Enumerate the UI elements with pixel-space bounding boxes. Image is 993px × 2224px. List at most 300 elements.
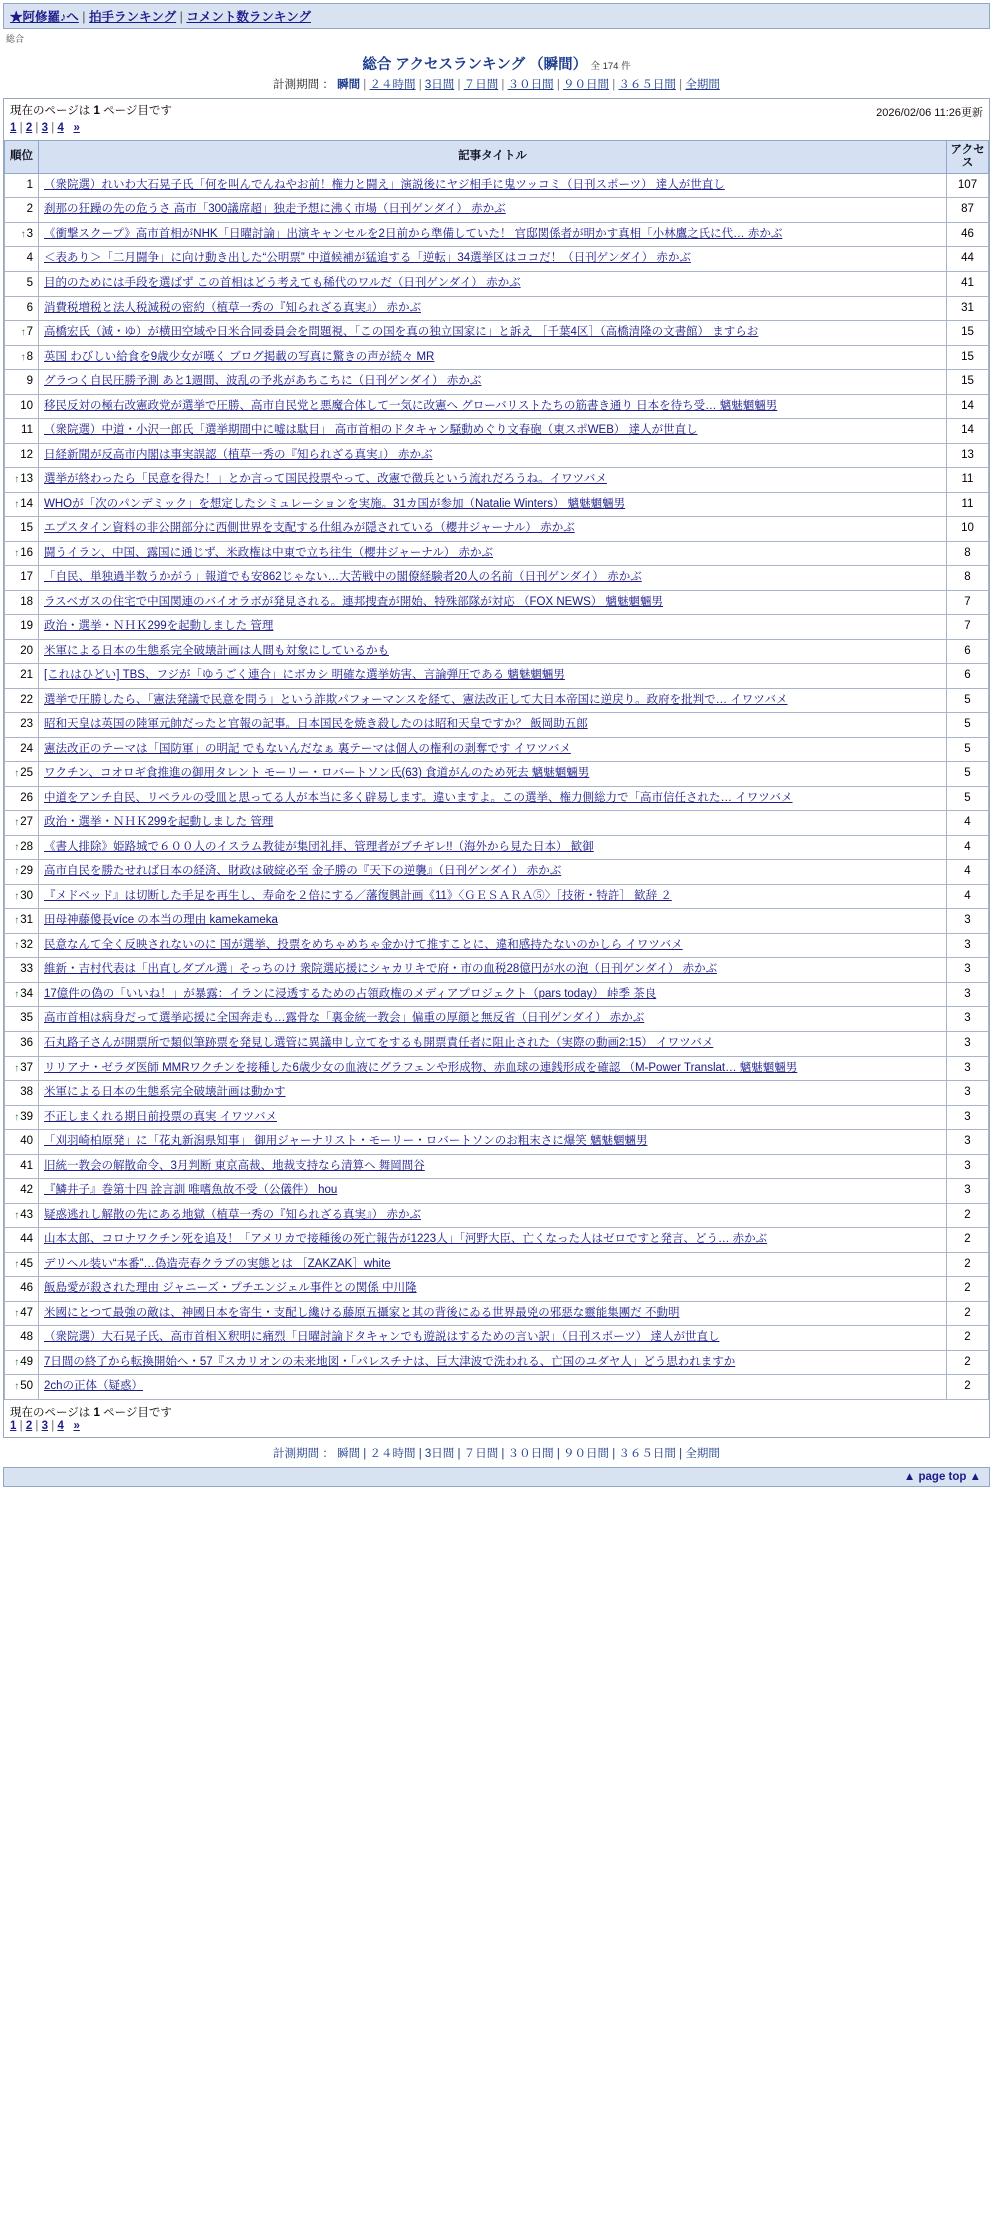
article-title-link[interactable]: 日経新聞が反高市内閣は事実誤認（植草一秀の『知られざる真実』） 赤かぶ (44, 448, 433, 461)
access-count-cell: 3 (947, 909, 989, 934)
article-title-link[interactable]: 中道をアンチ自民、リベラルの受皿と思ってる人が本当に多く辟易します。違いますよ。この選挙、権力側総力で「高市信任された… イワツバメ (44, 791, 793, 804)
rank-up-arrow-icon: ↑ (14, 890, 20, 902)
table-row (5, 492, 989, 517)
article-title-link[interactable]: 民意なんて全く反映されないのに 国が選挙、投票をめちゃめちゃ金かけて推すことに、違和感持たないのかしら イワツバメ (44, 938, 683, 951)
article-title-cell (39, 860, 947, 885)
rank-cell (5, 1301, 39, 1326)
rank-number: 37 (20, 1061, 33, 1074)
rank-number: 42 (20, 1184, 33, 1197)
article-title-link[interactable]: デリヘル装い“本番”…偽造売春クラブの実態とは ［ZAKZAK］white (44, 1257, 391, 1270)
rank-cell (5, 860, 39, 885)
article-title-link[interactable]: 2chの正体（疑惑） (44, 1380, 144, 1393)
access-count-cell: 5 (947, 713, 989, 738)
rank-up-arrow-icon: ↑ (14, 988, 20, 1000)
article-title-link[interactable]: 7日間の終了から転換開始へ・57『スカリオンの未来地図・「パレスチナは、巨大津波で洗われる、亡国のユダヤ人」どう思われますか (44, 1355, 736, 1368)
access-count-cell: 46 (947, 222, 989, 247)
rank-cell (5, 1350, 39, 1375)
access-count-cell: 3 (947, 958, 989, 983)
table-row (5, 1277, 989, 1302)
rank-number: 9 (26, 375, 33, 388)
access-count-cell: 15 (947, 345, 989, 370)
rank-cell (5, 419, 39, 444)
table-row (5, 468, 989, 493)
access-count-cell: 6 (947, 664, 989, 689)
article-title-link[interactable]: 『鱗井子』巻第十四 詮言訓 唯嗜魚故不受（公儀件） hou (44, 1184, 338, 1197)
article-title-link[interactable]: 17億件の偽の「いいね！」が暴露：イランに浸透するための占領政権のメディアプロジェクト（pars today） 峠季 茶良 (44, 987, 657, 1000)
rank-number: 44 (20, 1233, 33, 1246)
access-count-cell: 2 (947, 1326, 989, 1351)
rank-number: 49 (20, 1355, 33, 1368)
top-navigation-bar (3, 3, 990, 29)
rank-number: 1 (26, 178, 33, 191)
table-row (5, 664, 989, 689)
access-count-cell: 3 (947, 1007, 989, 1032)
rank-up-arrow-icon: ↑ (20, 351, 26, 363)
rank-number: 27 (20, 816, 33, 829)
rank-up-arrow-icon: ↑ (14, 817, 20, 829)
article-title-cell (39, 1203, 947, 1228)
table-row (5, 762, 989, 787)
article-title-cell (39, 370, 947, 395)
article-title-link[interactable]: 《書人排除》姫路城で６００人のイスラム教徒が集団礼拝、管理者がブチギレ!!（海外から見た日本） 歓御 (44, 840, 594, 853)
period-selector-bottom (0, 1445, 993, 1461)
access-count-cell: 5 (947, 688, 989, 713)
table-row (5, 198, 989, 223)
period-sep-2-bottom: | (418, 1447, 422, 1460)
article-title-link[interactable]: 目的のためには手段を選ばず この首相はどう考えても稀代のワルだ（日刊ゲンダイ） 赤かぶ (44, 277, 521, 289)
rank-cell (5, 173, 39, 198)
rank-up-arrow-icon: ↑ (14, 1307, 20, 1319)
period-option-3d-bottom[interactable]: 3日間 (424, 1447, 455, 1460)
rank-number: 10 (20, 399, 33, 412)
table-row (5, 688, 989, 713)
article-title-link[interactable]: 飯島愛が殺された理由 ジャニーズ・プチエンジェル事件との関係 中川隆 (44, 1282, 417, 1295)
ranking-page (0, 3, 993, 1487)
current-page-number-bottom: 1 (93, 1406, 100, 1419)
article-title-cell (39, 1081, 947, 1106)
rank-up-arrow-icon: ↑ (20, 327, 26, 339)
rank-cell (5, 1326, 39, 1351)
article-title-cell (39, 468, 947, 493)
article-title-link[interactable]: 山本太郎、コロナワクチン死を追及！「アメリカで接種後の死亡報告が1223人」「河野大臣、亡くなった人はゼロですと発言、どう… 赤かぶ (44, 1233, 768, 1246)
article-title-cell (39, 541, 947, 566)
period-option-instant-top[interactable]: 瞬間 (337, 79, 361, 91)
page-link-1-bottom[interactable]: 1 (10, 1419, 17, 1432)
article-title-link[interactable]: （衆院選）れいわ大石晃子氏「何を叫んでんねやお前！権力と闘え」演説後にヤジ相手に鬼ツッコミ（日刊スポーツ） 達人が世直し (44, 178, 725, 191)
article-title-link[interactable]: 《衝撃スクープ》高市首相がNHK「日曜討論」出演キャンセルを2日前から準備していた！ 官邸関係者が明かす真相「小林鷹之氏に代… 赤かぶ (44, 227, 783, 240)
article-title-cell (39, 835, 947, 860)
rank-up-arrow-icon: ↑ (14, 915, 20, 927)
article-title-cell (39, 639, 947, 664)
rank-cell (5, 884, 39, 909)
rank-cell (5, 958, 39, 983)
access-count-cell: 3 (947, 1154, 989, 1179)
table-row (5, 419, 989, 444)
rank-number: 29 (20, 865, 33, 878)
table-row (5, 909, 989, 934)
article-title-link[interactable]: 政治・選挙・ＮＨＫ299を起動しました 管理 (44, 620, 274, 633)
rank-cell (5, 786, 39, 811)
period-option-90d-top[interactable]: ９０日間 (563, 79, 610, 91)
current-page-number-top: 1 (93, 105, 100, 117)
period-sep-3-top: | (457, 79, 461, 91)
article-title-link[interactable]: 移民反対の極右改憲政党が選挙で圧勝、高市自民党と悪魔合体して一気に改憲へ グローバリストたちの筋書き通り 日本を待ち受… 魑魅魍魎男 (44, 399, 778, 412)
table-row (5, 1105, 989, 1130)
article-title-link[interactable]: 昭和天皇は英国の陸軍元帥だったと官報の記事。日本国民を焼き殺したのは昭和天皇ですか？ 飯岡助五郎 (44, 718, 588, 731)
page-link-2-top[interactable]: 2 (25, 122, 33, 135)
rank-number: 45 (20, 1257, 33, 1270)
pagination-bottom (4, 1400, 989, 1437)
rank-cell (5, 443, 39, 468)
pagination-top (4, 99, 989, 140)
rank-number: 2 (26, 203, 33, 216)
article-title-cell (39, 884, 947, 909)
rank-number: 36 (20, 1036, 33, 1049)
article-title-link[interactable]: 「刈羽崎柏原発」に「花丸新潟県知事」 御用ジャーナリスト・モーリー・ロバートソンのお粗末さに爆笑 魑魅魍魎男 (44, 1135, 648, 1148)
rank-up-arrow-icon: ↑ (14, 1111, 20, 1123)
current-page-post-top: ページ目です (103, 105, 172, 117)
rank-up-arrow-icon: ↑ (14, 841, 20, 853)
article-title-link[interactable]: WHOが「次のパンデミック」を想定したシミュレーションを実施。31カ国が参加（Natalie Winters） 魑魅魍魎男 (44, 497, 626, 510)
article-title-link[interactable]: 「自民、単独過半数うかがう」報道でも安862じゃない…大苦戦中の閣僚経験者20人の名前（日刊ゲンダイ） 赤かぶ (44, 571, 642, 584)
period-sep-2-top: | (418, 79, 422, 91)
rank-up-arrow-icon: ↑ (14, 866, 20, 878)
page-link-3-bottom[interactable]: 3 (41, 1419, 49, 1432)
period-option-24h-top[interactable]: ２４時間 (369, 79, 416, 91)
table-row (5, 1375, 989, 1400)
rank-number: 40 (20, 1135, 33, 1148)
access-count-cell: 3 (947, 1081, 989, 1106)
rank-number: 6 (26, 301, 33, 314)
rank-number: 31 (20, 914, 33, 927)
table-row (5, 1007, 989, 1032)
rank-cell (5, 1105, 39, 1130)
article-title-link[interactable]: [これはひどい] TBS、フジが「ゆうごく連合」にボカシ 明確な選挙妨害、言論弾圧である 魑魅魍魎男 (44, 669, 565, 682)
rank-cell (5, 590, 39, 615)
article-title-link[interactable]: 闘うイラン、中国、露国に通じず、米政権は中東で立ち往生（櫻井ジャーナル） 赤かぶ (44, 546, 494, 559)
period-option-7d-bottom[interactable]: ７日間 (463, 1447, 499, 1460)
table-row (5, 345, 989, 370)
article-title-cell (39, 615, 947, 640)
table-row (5, 786, 989, 811)
article-title-link[interactable]: （衆院選）中道・小沢一郎氏「選挙期間中に嘘は駄目」 高市首相のドタキャン騒動めぐり文春砲（東スポWEB） 達人が世直し (44, 424, 698, 437)
access-count-cell: 8 (947, 541, 989, 566)
period-option-7d-top[interactable]: ７日間 (463, 79, 499, 91)
article-title-cell (39, 1031, 947, 1056)
article-title-cell (39, 1326, 947, 1351)
page-link-next-bottom[interactable]: » (73, 1419, 80, 1432)
article-title-link[interactable]: エプスタイン資料の非公開部分に西側世界を支配する仕組みが隠されている（櫻井ジャーナル） 赤かぶ (44, 522, 575, 535)
article-title-cell (39, 492, 947, 517)
article-title-cell (39, 198, 947, 223)
rank-number: 17 (20, 571, 33, 584)
period-sep-5-top: | (556, 79, 560, 91)
article-title-link[interactable]: 消費税増税と法人税減税の密約（植草一秀の『知られざる真実』） 赤かぶ (44, 301, 421, 314)
period-option-30d-bottom[interactable]: ３０日間 (507, 1447, 554, 1460)
rank-cell (5, 811, 39, 836)
rank-up-arrow-icon: ↑ (14, 1209, 20, 1221)
article-title-link[interactable]: 不正しまくれる期日前投票の真実 イワツバメ (44, 1110, 277, 1123)
access-count-cell: 3 (947, 982, 989, 1007)
rank-cell (5, 296, 39, 321)
table-row (5, 566, 989, 591)
rank-cell (5, 468, 39, 493)
page-link-next-top[interactable]: » (73, 122, 80, 135)
period-option-365d-bottom[interactable]: ３６５日間 (618, 1447, 676, 1460)
rank-cell (5, 1228, 39, 1253)
article-title-link[interactable]: リリアナ・ゼラダ医師 MMRワクチンを接種した6歳少女の血液にグラフェンや形成物、赤血球の連銭形成を確認 （M-Power Translat… 魑魅魍魎男 (44, 1061, 798, 1074)
period-option-24h-bottom[interactable]: ２４時間 (369, 1447, 416, 1460)
table-row (5, 958, 989, 983)
rank-number: 18 (20, 595, 33, 608)
rank-number: 47 (20, 1306, 33, 1319)
table-row (5, 835, 989, 860)
article-title-cell (39, 1105, 947, 1130)
article-title-cell (39, 419, 947, 444)
table-row (5, 982, 989, 1007)
access-count-cell: 44 (947, 247, 989, 272)
rank-number: 30 (20, 889, 33, 902)
ranking-panel (3, 98, 990, 1438)
rank-number: 33 (20, 963, 33, 976)
access-count-cell: 31 (947, 296, 989, 321)
rank-cell (5, 762, 39, 787)
rank-number: 39 (20, 1110, 33, 1123)
rank-number: 28 (20, 840, 33, 853)
table-row (5, 370, 989, 395)
period-sep-5-bottom: | (556, 1447, 560, 1460)
article-title-link[interactable]: 英国 わびしい給食を9歳少女が嘆く ブログ掲載の写真に驚きの声が続々 MR (44, 350, 435, 363)
article-title-link[interactable]: 米軍による日本の生態系完全破壊計画は動かす (44, 1086, 286, 1099)
article-title-cell (39, 272, 947, 297)
article-title-link[interactable]: 『メドベッド』は切断した手足を再生し、寿命を２倍にする／藩復興計画《11》〈ＧＥＳＡＲＡ⑤〉［技術・特許］ 歓辞 ２ (44, 889, 672, 902)
article-title-link[interactable]: 高市首相は病身だって選挙応援に全国奔走も…露骨な「裏金統一教会」偏重の厚顔と無反省（日刊ゲンダイ） 赤かぶ (44, 1012, 645, 1025)
table-row (5, 737, 989, 762)
nav-link-comment-ranking[interactable]: コメント数ランキング (186, 10, 311, 24)
period-sep-7-top: | (679, 79, 683, 91)
article-title-link[interactable]: 米國にとつて最強の敵は、神國日本を寄生・支配し纔ける藤原五攝家と其の背後にゐる世界最兇の邪惡な靈能集團だ 不動明 (44, 1306, 680, 1319)
rank-cell (5, 664, 39, 689)
period-option-all-top[interactable]: 全期間 (685, 79, 720, 91)
period-sep-4-top: | (501, 79, 505, 91)
table-row (5, 296, 989, 321)
period-sep-6-bottom: | (612, 1447, 616, 1460)
access-count-cell: 4 (947, 811, 989, 836)
table-row (5, 590, 989, 615)
article-title-link[interactable]: ＜表あり＞「二月闘争」に向け動き出した“公明票” 中道候補が猛追する「逆転」34選挙区はココだ！（日刊ゲンダイ） 赤かぶ (44, 252, 691, 265)
rank-up-arrow-icon: ↑ (14, 768, 20, 780)
access-count-cell: 2 (947, 1350, 989, 1375)
article-title-cell (39, 688, 947, 713)
access-count-cell: 15 (947, 370, 989, 395)
table-row (5, 1228, 989, 1253)
article-title-link[interactable]: 選挙が終わったら「民意を得た！」とか言って国民投票やって、改憲で徴兵という流れだろうね。イワツバメ (44, 473, 607, 486)
current-page-pre-bottom: 現在のページは (10, 1406, 91, 1419)
table-row (5, 247, 989, 272)
column-header-title: 記事タイトル (39, 140, 947, 173)
rank-number: 24 (20, 742, 33, 755)
rank-number: 38 (20, 1086, 33, 1099)
table-row (5, 884, 989, 909)
period-label-top: 計測期間 ： (273, 79, 334, 91)
access-count-cell: 107 (947, 173, 989, 198)
article-title-link[interactable]: 米軍による日本の生態系完全破壊計画は人間も対象にしているかも (44, 644, 389, 657)
page-link-2-bottom[interactable]: 2 (25, 1419, 33, 1432)
article-title-link[interactable]: ワクチン、コオロギ食推進の御用タレント モーリー・ロバートソン氏(63) 食道がんのため死去 魑魅魍魎男 (44, 767, 590, 780)
page-top-bar[interactable] (3, 1467, 990, 1487)
rank-cell (5, 909, 39, 934)
access-count-cell: 2 (947, 1375, 989, 1400)
rank-cell (5, 566, 39, 591)
access-count-cell: 5 (947, 737, 989, 762)
table-row (5, 443, 989, 468)
page-link-4-top[interactable]: 4 (57, 122, 64, 135)
access-count-cell: 4 (947, 884, 989, 909)
page-title-block (0, 53, 993, 74)
access-count-cell: 2 (947, 1277, 989, 1302)
access-count-cell: 14 (947, 394, 989, 419)
access-count-cell: 2 (947, 1228, 989, 1253)
table-row (5, 222, 989, 247)
table-row (5, 1031, 989, 1056)
article-title-link[interactable]: ラスベガスの住宅で中国関連のバイオラボが発見される。連邦捜査が開始、特殊部隊が対応 （FOX NEWS） 魑魅魍魎男 (44, 595, 664, 608)
nav-link-clap-ranking[interactable]: 拍手ランキング (88, 10, 177, 24)
article-title-link[interactable]: 旧統一教会の解散命令、3月判断 東京高裁、地裁支持なら清算へ 舞岡間谷 (44, 1159, 425, 1172)
rank-number: 32 (20, 938, 33, 951)
access-count-cell: 2 (947, 1252, 989, 1277)
table-row (5, 1326, 989, 1351)
article-title-cell (39, 443, 947, 468)
article-title-link[interactable]: 選挙で圧勝したら、「憲法発議で民意を問う」という詐欺パフォーマンスを経て、憲法改正して大日本帝国に逆戻り。政府を批判で… イワツバメ (44, 693, 788, 706)
rank-up-arrow-icon: ↑ (14, 1062, 20, 1074)
nav-link-asyura[interactable]: ★阿修羅♪へ (10, 10, 79, 24)
article-title-cell (39, 1154, 947, 1179)
rank-number: 41 (20, 1159, 33, 1172)
article-title-cell (39, 909, 947, 934)
article-title-link[interactable]: 石丸路子さんが開票所で類似筆跡票を発見し選管に異議申し立てをするも開票責任者に阻止された（実際の動画2:15） イワツバメ (44, 1036, 714, 1049)
page-link-1-top[interactable]: 1 (10, 122, 17, 135)
article-title-link[interactable]: 政治・選挙・ＮＨＫ299を起動しました 管理 (44, 816, 274, 829)
access-count-cell: 8 (947, 566, 989, 591)
article-title-cell (39, 296, 947, 321)
current-page-text-top (10, 103, 172, 120)
article-title-link[interactable]: 高市自民を勝たせれば日本の経済、財政は破綻必至 金子勝の『天下の逆襲』（日刊ゲンダイ） 赤かぶ (44, 865, 562, 878)
article-title-link[interactable]: 憲法改正のテーマは「国防軍」の明記 でもないんだなぁ 裏テーマは個人の権利の剥奪です イワツバメ (44, 742, 571, 755)
article-title-link[interactable]: 田母神藤傻長více の本当の理由 kamekameka (44, 914, 278, 927)
table-row (5, 321, 989, 346)
period-option-365d-top[interactable]: ３６５日間 (618, 79, 676, 91)
rank-cell (5, 1277, 39, 1302)
rank-number: 26 (20, 791, 33, 804)
rank-cell (5, 1056, 39, 1081)
article-title-link[interactable]: 維新・吉村代表は「出直しダブル選」そっちのけ 衆院選応援にシャカリキで府・市の血税28億円が水の泡（日刊ゲンダイ） 赤かぶ (44, 963, 718, 976)
rank-cell (5, 1203, 39, 1228)
table-row (5, 713, 989, 738)
page-top-link[interactable]: ▲ page top ▲ (903, 1470, 981, 1483)
period-option-3d-top[interactable]: 3日間 (424, 79, 455, 91)
last-updated: 2026/02/06 11:26更新 (876, 107, 983, 119)
rank-up-arrow-icon: ↑ (14, 1258, 20, 1270)
table-row (5, 615, 989, 640)
rank-cell (5, 198, 39, 223)
article-title-cell (39, 713, 947, 738)
table-row (5, 933, 989, 958)
rank-number: 43 (20, 1208, 33, 1221)
access-count-cell: 3 (947, 1031, 989, 1056)
table-row (5, 541, 989, 566)
article-title-link[interactable]: グラつく自民圧勝予測 あと1週間、波乱の予兆があちこちに（日刊ゲンダイ） 赤かぶ (44, 375, 482, 388)
page-title: 総合 アクセスランキング （瞬間） (362, 57, 588, 73)
table-row (5, 1130, 989, 1155)
current-page-post-bottom: ページ目です (103, 1406, 172, 1419)
access-count-cell: 14 (947, 419, 989, 444)
table-row (5, 1154, 989, 1179)
article-title-cell (39, 222, 947, 247)
rank-number: 14 (20, 497, 33, 510)
rank-cell (5, 517, 39, 542)
rank-cell (5, 1007, 39, 1032)
column-header-access: アクセス (947, 140, 989, 173)
nav-separator-2: | (179, 10, 183, 24)
article-title-cell (39, 1228, 947, 1253)
period-sep-4-bottom: | (501, 1447, 505, 1460)
article-title-link[interactable]: 疑惑逃れし解散の先にある地獄（植草一秀の『知られざる真実』） 赤かぶ (44, 1208, 421, 1221)
access-count-cell: 2 (947, 1301, 989, 1326)
period-sep-3-bottom: | (457, 1447, 461, 1460)
article-title-link[interactable]: 刹那の狂躁の先の危うさ 高市「300議席超」独走予想に沸く市場（日刊ゲンダイ） 赤かぶ (44, 203, 506, 216)
period-option-30d-top[interactable]: ３０日間 (507, 79, 554, 91)
table-row (5, 639, 989, 664)
rank-number: 20 (20, 644, 33, 657)
table-header-row (5, 140, 989, 173)
table-row (5, 173, 989, 198)
rank-cell (5, 933, 39, 958)
table-row (5, 1081, 989, 1106)
period-option-90d-bottom[interactable]: ９０日間 (563, 1447, 610, 1460)
article-title-link[interactable]: （衆院選）大石晃子氏、高市首相Ｘ釈明に痛烈「日曜討論ドタキャンでも遊説はするための言い訳」（日刊スポーツ） 達人が世直し (44, 1331, 720, 1344)
rank-up-arrow-icon: ↑ (14, 547, 20, 559)
period-option-all-bottom[interactable]: 全期間 (685, 1447, 720, 1460)
rank-up-arrow-icon: ↑ (14, 498, 20, 510)
current-page-pre-top: 現在のページは (10, 105, 91, 117)
rank-cell (5, 1179, 39, 1204)
rank-cell (5, 982, 39, 1007)
article-title-cell (39, 321, 947, 346)
rank-cell (5, 1130, 39, 1155)
article-title-cell (39, 345, 947, 370)
rank-cell (5, 737, 39, 762)
access-count-cell: 3 (947, 1179, 989, 1204)
rank-cell (5, 345, 39, 370)
page-link-3-top[interactable]: 3 (41, 122, 49, 135)
article-title-cell (39, 517, 947, 542)
article-title-cell (39, 1007, 947, 1032)
rank-number: 13 (20, 473, 33, 486)
ranking-table (4, 140, 989, 1400)
rank-up-arrow-icon: ↑ (14, 939, 20, 951)
page-links-top: 1 | 2 | 3 | 4 » (10, 122, 80, 135)
page-link-4-bottom[interactable]: 4 (57, 1419, 64, 1432)
table-row (5, 860, 989, 885)
access-count-cell: 13 (947, 443, 989, 468)
article-title-cell (39, 982, 947, 1007)
rank-cell (5, 713, 39, 738)
access-count-cell: 11 (947, 492, 989, 517)
access-count-cell: 3 (947, 1105, 989, 1130)
article-title-link[interactable]: 高橋宏氏（減・ゆ）が横田空域や日米合同委員会を問題視、「この国を真の独立国家に」と訴え ［千葉4区］（高橋清隆の文書館） ますらお (44, 326, 759, 339)
rank-number: 23 (20, 718, 33, 731)
period-option-instant-bottom[interactable]: 瞬間 (337, 1447, 361, 1460)
